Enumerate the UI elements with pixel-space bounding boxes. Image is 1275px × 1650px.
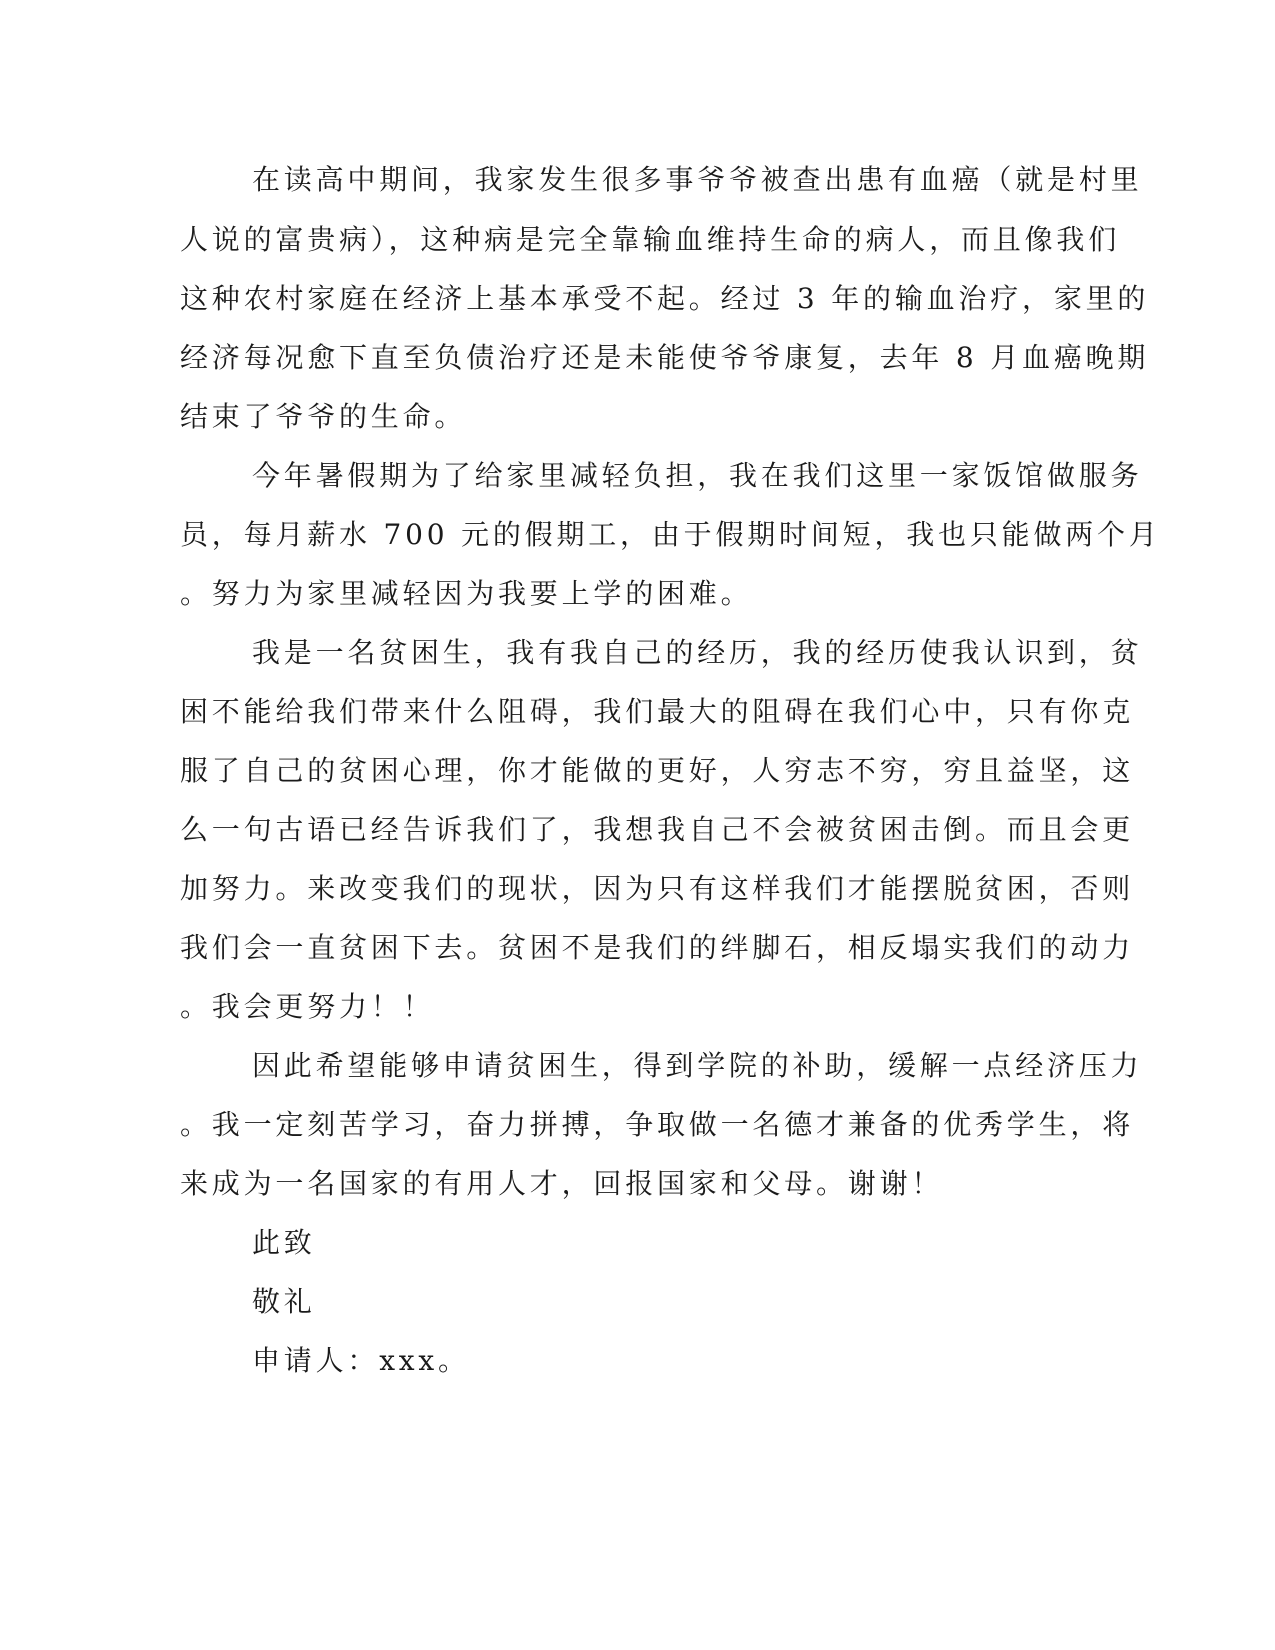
paragraph-1-line-1: 在读高中期间，我家发生很多事爷爷被查出患有血癌（就是村里: [252, 163, 1143, 196]
closing-regards: 敬礼: [252, 1285, 316, 1318]
applicant-signature-line: 申请人：xxx。: [252, 1344, 470, 1377]
paragraph-2-line-1: 今年暑假期为了给家里减轻负担，我在我们这里一家饭馆做服务: [252, 459, 1143, 492]
closing-salutation: 此致: [252, 1226, 316, 1259]
paragraph-1-line-3: 这种农村家庭在经济上基本承受不起。经过 3 年的输血治疗，家里的: [180, 282, 1150, 315]
paragraph-4-line-2: 。我一定刻苦学习，奋力拼搏，争取做一名德才兼备的优秀学生，将: [180, 1108, 1135, 1141]
paragraph-3-line-3: 服了自己的贫困心理，你才能做的更好，人穷志不穷，穷且益坚，这: [180, 754, 1135, 787]
paragraph-2-line-2: 员，每月薪水 700 元的假期工，由于假期时间短，我也只能做两个月: [180, 518, 1161, 551]
paragraph-4-line-1: 因此希望能够申请贫困生，得到学院的补助，缓解一点经济压力: [252, 1049, 1143, 1082]
paragraph-3-line-6: 我们会一直贫困下去。贫困不是我们的绊脚石，相反塌实我们的动力: [180, 931, 1135, 964]
paragraph-1-line-4: 经济每况愈下直至负债治疗还是未能使爷爷康复，去年 8 月血癌晚期: [180, 341, 1150, 374]
paragraph-3-line-7: 。我会更努力！！: [180, 990, 435, 1023]
paragraph-1-line-2: 人说的富贵病），这种病是完全靠输血维持生命的病人，而且像我们: [180, 223, 1121, 256]
paragraph-2-line-3: 。努力为家里减轻因为我要上学的困难。: [180, 577, 753, 610]
paragraph-3-line-5: 加努力。来改变我们的现状，因为只有这样我们才能摆脱贫困，否则: [180, 872, 1135, 905]
paragraph-4-line-3: 来成为一名国家的有用人才，回报国家和父母。谢谢！: [180, 1167, 944, 1200]
paragraph-3-line-1: 我是一名贫困生，我有我自己的经历，我的经历使我认识到，贫: [252, 636, 1143, 669]
paragraph-3-line-2: 困不能给我们带来什么阻碍，我们最大的阻碍在我们心中，只有你克: [180, 695, 1135, 728]
paragraph-3-line-4: 么一句古语已经告诉我们了，我想我自己不会被贫困击倒。而且会更: [180, 813, 1135, 846]
paragraph-1-line-5: 结束了爷爷的生命。: [180, 400, 467, 433]
